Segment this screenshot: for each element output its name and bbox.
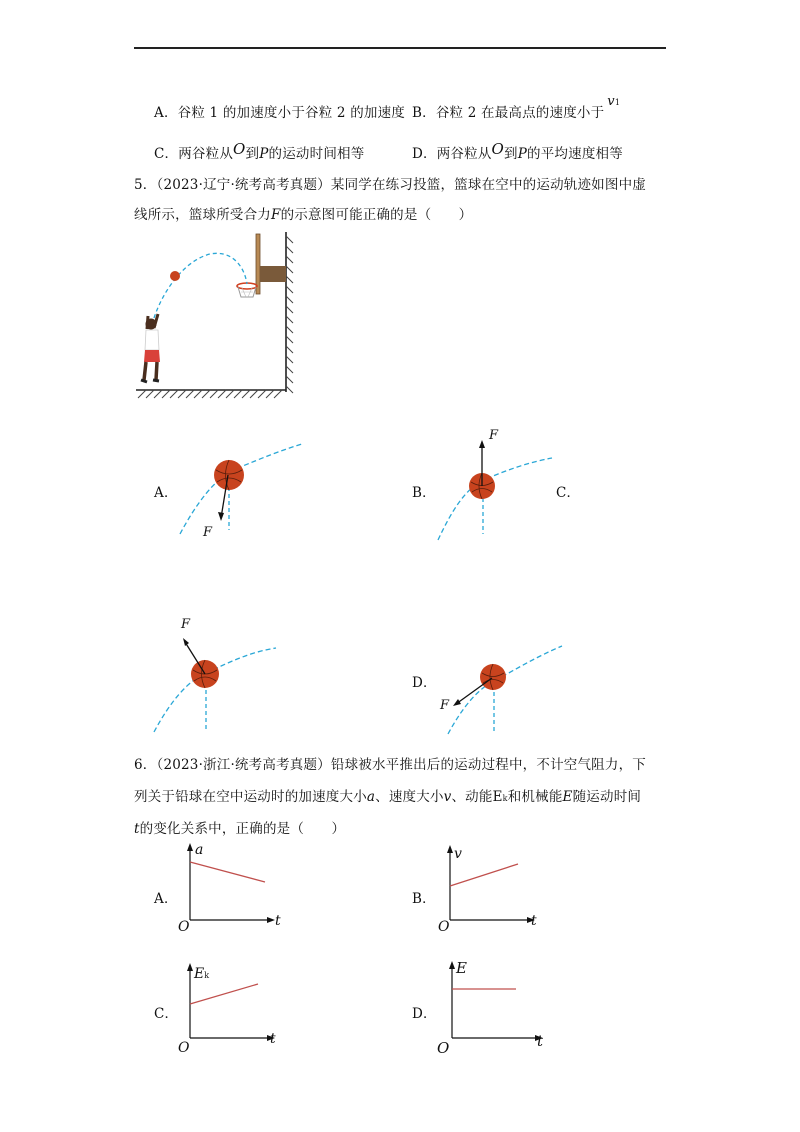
q6-graph-a-xlabel: t	[275, 913, 281, 929]
player-figure	[141, 314, 160, 382]
q4-option-d[interactable]	[412, 140, 623, 163]
graph-c-line	[190, 984, 258, 1004]
q6-stem-line1: 6．（2023·浙江·统考高考真题）铅球被水平推出后的运动过程中，不计空气阻力，下	[134, 757, 646, 773]
flying-ball	[170, 271, 180, 281]
q6-option-b-label[interactable]: B．	[412, 891, 436, 907]
q5-d-force-label: F	[440, 698, 450, 713]
q5-stem-line1: 5．（2023·辽宁·统考高考真题）某同学在练习投篮，篮球在空中的运动轨迹如图中虚	[134, 177, 646, 193]
q5-option-a-figure	[176, 442, 306, 542]
q4-option-d-pre: D．两谷粒从	[412, 146, 492, 162]
q4-option-b-v1: v1	[607, 94, 621, 109]
q4-option-a[interactable]: A．谷粒 1 的加速度小于谷粒 2 的加速度	[154, 105, 405, 121]
wall-hatch	[286, 236, 293, 393]
q4-option-d-p: P	[517, 146, 528, 162]
q5-a-force-label: F	[203, 525, 213, 540]
q6-graph-b-ylabel: v	[454, 846, 462, 862]
q6-option-a-label[interactable]: A．	[154, 891, 178, 907]
q6-graph-a-origin: O	[178, 919, 190, 935]
q6-graph-b-xlabel: t	[531, 913, 537, 929]
q5-option-c-figure	[150, 620, 280, 734]
q6-graph-d-xlabel: t	[537, 1032, 544, 1050]
q5-option-c-label[interactable]: C．	[556, 485, 581, 501]
q6-option-c-label[interactable]: C．	[154, 1006, 179, 1022]
q4-option-c-p: P	[259, 146, 269, 162]
q4-option-c[interactable]	[154, 140, 365, 163]
ball-icon	[214, 460, 244, 490]
q5-stem-line2: 线所示，篮球所受合力F的示意图可能正确的是（ ）	[134, 207, 473, 223]
q5-option-d-label[interactable]: D．	[412, 675, 437, 691]
trajectory-curve	[154, 253, 247, 318]
graph-a-line	[190, 862, 265, 882]
q5-c-force-label: F	[181, 617, 191, 632]
q5-basketball-scene	[134, 230, 294, 405]
q4-option-c-o: O	[233, 140, 246, 158]
q6-graph-c-ylabel: Ek	[194, 966, 210, 982]
q4-option-c-pre: C．两谷粒从	[154, 146, 234, 162]
q6-graph-d-origin: O	[437, 1039, 450, 1057]
q6-graph-b-origin: O	[438, 919, 450, 935]
q4-option-b[interactable]	[412, 94, 621, 124]
hoop-bracket	[260, 266, 286, 282]
q4-option-c-mid: 到	[245, 146, 260, 162]
q4-option-d-mid: 到	[504, 146, 518, 162]
q6-graph-c-origin: O	[178, 1040, 190, 1056]
q5-option-a-label[interactable]: A．	[154, 485, 178, 501]
q5-option-d-figure	[442, 644, 572, 736]
q6-graph-a-ylabel: a	[195, 842, 204, 858]
q6-graph-c-xlabel: t	[270, 1031, 276, 1047]
q4-option-d-post: 的平均速度相等	[527, 146, 623, 162]
q4-option-b-text: B．谷粒 2 在最高点的速度小于	[412, 105, 605, 121]
q6-stem-line2: 列关于铅球在空中运动时的加速度大小a、速度大小v、动能Ek和机械能E随运动时间	[134, 789, 642, 805]
q6-graph-d-ylabel: E	[456, 959, 467, 977]
q5-b-force-label: F	[489, 428, 499, 443]
header-rule	[134, 47, 666, 49]
graph-b-line	[450, 864, 518, 886]
floor-hatch	[138, 390, 282, 398]
q5-option-b-figure	[434, 430, 564, 542]
q4-option-c-post: 的运动时间相等	[268, 146, 365, 162]
q6-stem-line3: t的变化关系中，正确的是（ ）	[134, 821, 346, 837]
q5-option-b-label[interactable]: B．	[412, 485, 436, 501]
ball-icon	[480, 664, 506, 690]
q6-option-d-label[interactable]: D．	[412, 1006, 437, 1022]
q4-option-d-o: O	[491, 140, 505, 158]
